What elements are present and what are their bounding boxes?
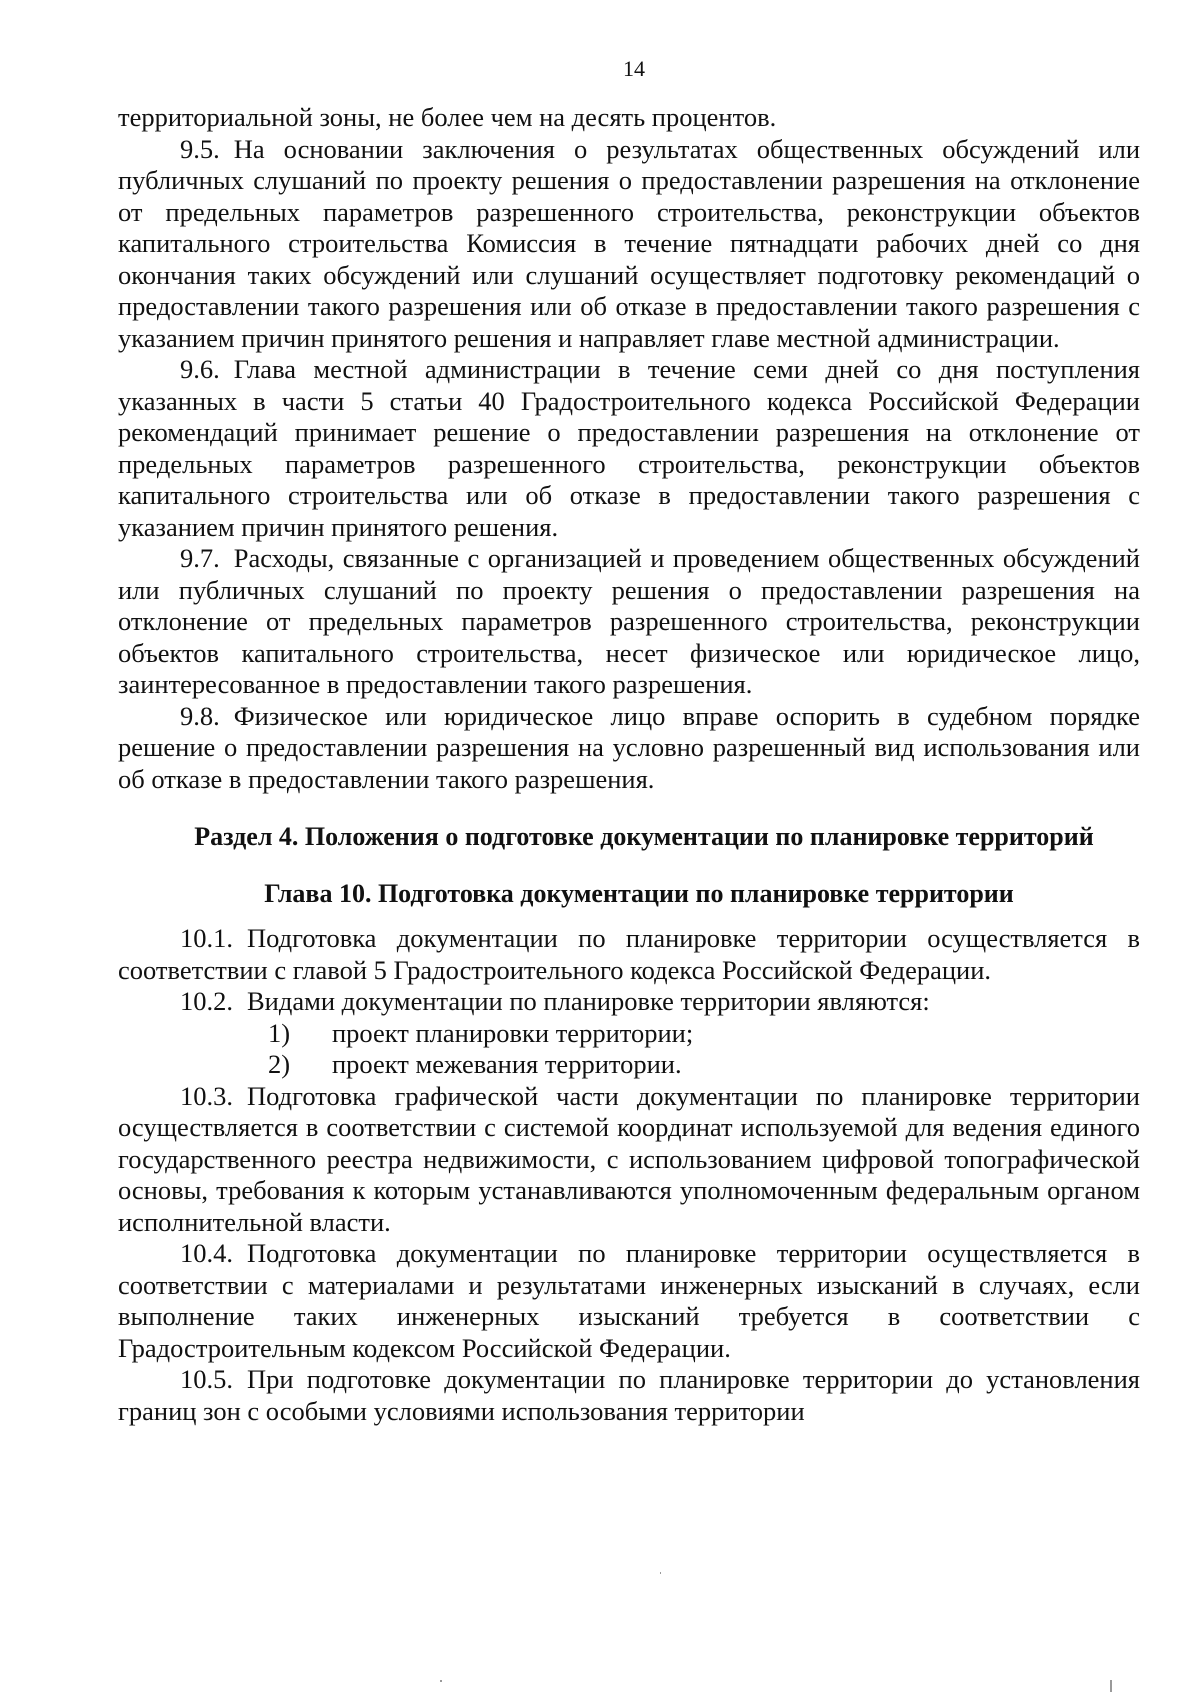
chapter-heading: Глава 10. Подготовка документации по планировке территории — [264, 879, 1014, 908]
list-item — [118, 1049, 1140, 1081]
paragraph-number: 9.5. — [180, 133, 220, 164]
paragraph-text: Подготовка графической части документации по планировке территории осуществляется в соответствии с системой координат используемой для ведения единого государственного реестра недвижимости, с использованием цифровой топографической основы, требования к которым устанавливаются уполномоченным федеральным органом исполнительной власти. — [118, 1080, 1140, 1237]
paragraph-number: 10.3. — [180, 1080, 233, 1111]
scan-speck — [440, 1680, 442, 1682]
paragraph-10-1 — [118, 923, 1140, 986]
paragraph-10-5 — [118, 1364, 1140, 1427]
list-marker: 1) — [268, 1017, 291, 1048]
paragraph-number: 10.1. — [180, 923, 233, 953]
paragraph-text: Подготовка документации по планировке территории осуществляется в соответствии с материалами и результатами инженерных изысканий в случаях, если выполнение таких инженерных изысканий требуется в соответствии с Градостроительным кодексом Российской Федерации. — [118, 1238, 1140, 1363]
paragraph-text: территориальной зоны, не более чем на десять процентов. — [118, 102, 777, 132]
paragraph-10-3 — [118, 1081, 1140, 1239]
paragraph-number: 10.2. — [180, 986, 233, 1016]
paragraph-9-8 — [118, 701, 1140, 796]
paragraph-text: Физическое или юридическое лицо вправе оспорить в судебном порядке решение о предоставлении разрешения на условно разрешенный вид использования или об отказе в предоставлении такого разрешения. — [118, 700, 1140, 794]
paragraph-text: Расходы, связанные с организацией и проведением общественных обсуждений или публичных слушаний по проекту решения о предоставлении разрешения на отклонение от предельных параметров разрешенного строительства, реконструкции объектов капитального строительства, несет физическое или юридическое лицо, заинтересованное в предоставлении такого разрешения. — [118, 543, 1140, 699]
list-marker: 2) — [268, 1049, 291, 1079]
paragraph-continuation — [118, 102, 1140, 134]
paragraph-9-5 — [118, 134, 1140, 355]
paragraph-text: Подготовка документации по планировке территории осуществляется в соответствии с главой 5 Градостроительного кодекса Российской Федерации. — [118, 923, 1140, 985]
paragraph-text: При подготовке документации по планировке территории до установления границ зон с особыми условиями использования территории — [118, 1364, 1140, 1426]
paragraph-number: 10.5. — [180, 1364, 233, 1394]
scan-speck — [660, 1572, 661, 1574]
paragraph-number: 9.7. — [180, 543, 220, 573]
list-item — [118, 1018, 1140, 1050]
paragraph-9-7 — [118, 543, 1140, 701]
section-heading: Раздел 4. Положения о подготовке документации по планировке территорий — [194, 822, 1094, 851]
paragraph-9-6 — [118, 354, 1140, 543]
paragraph-number: 10.4. — [180, 1238, 233, 1268]
paragraph-number: 9.8. — [180, 700, 220, 731]
list-item-text: проект межевания территории. — [332, 1049, 682, 1079]
paragraph-number: 9.6. — [180, 354, 220, 384]
paragraph-text: На основании заключения о результатах общественных обсуждений или публичных слушаний по проекту решения о предоставлении разрешения на отклонение от предельных параметров разрешенного строительства, реконструкции объектов капитального строительства Комиссия в течение пятнадцати рабочих дней со дня окончания таких обсуждений или слушаний осуществляет подготовку рекомендаций о предоставлении такого разрешения или об отказе в предоставлении такого разрешения с указанием причин принятого решения и направляет главе местной администрации. — [118, 133, 1140, 353]
paragraph-text: Видами документации по планировке территории являются: — [247, 986, 930, 1016]
paragraph-10-2 — [118, 986, 1140, 1018]
scan-edge-mark — [1110, 1680, 1112, 1692]
paragraph-10-4 — [118, 1238, 1140, 1364]
page-number: 14 — [623, 56, 645, 81]
list-item-text: проект планировки территории; — [332, 1017, 694, 1048]
paragraph-text: Глава местной администрации в течение семи дней со дня поступления указанных в части 5 статьи 40 Градостроительного кодекса Российской Федерации рекомендаций принимает решение о предоставлении разрешения на отклонение от предельных параметров разрешенного строительства, реконструкции объектов капитального строительства или об отказе в предоставлении такого разрешения с указанием причин принятого решения. — [118, 354, 1140, 542]
